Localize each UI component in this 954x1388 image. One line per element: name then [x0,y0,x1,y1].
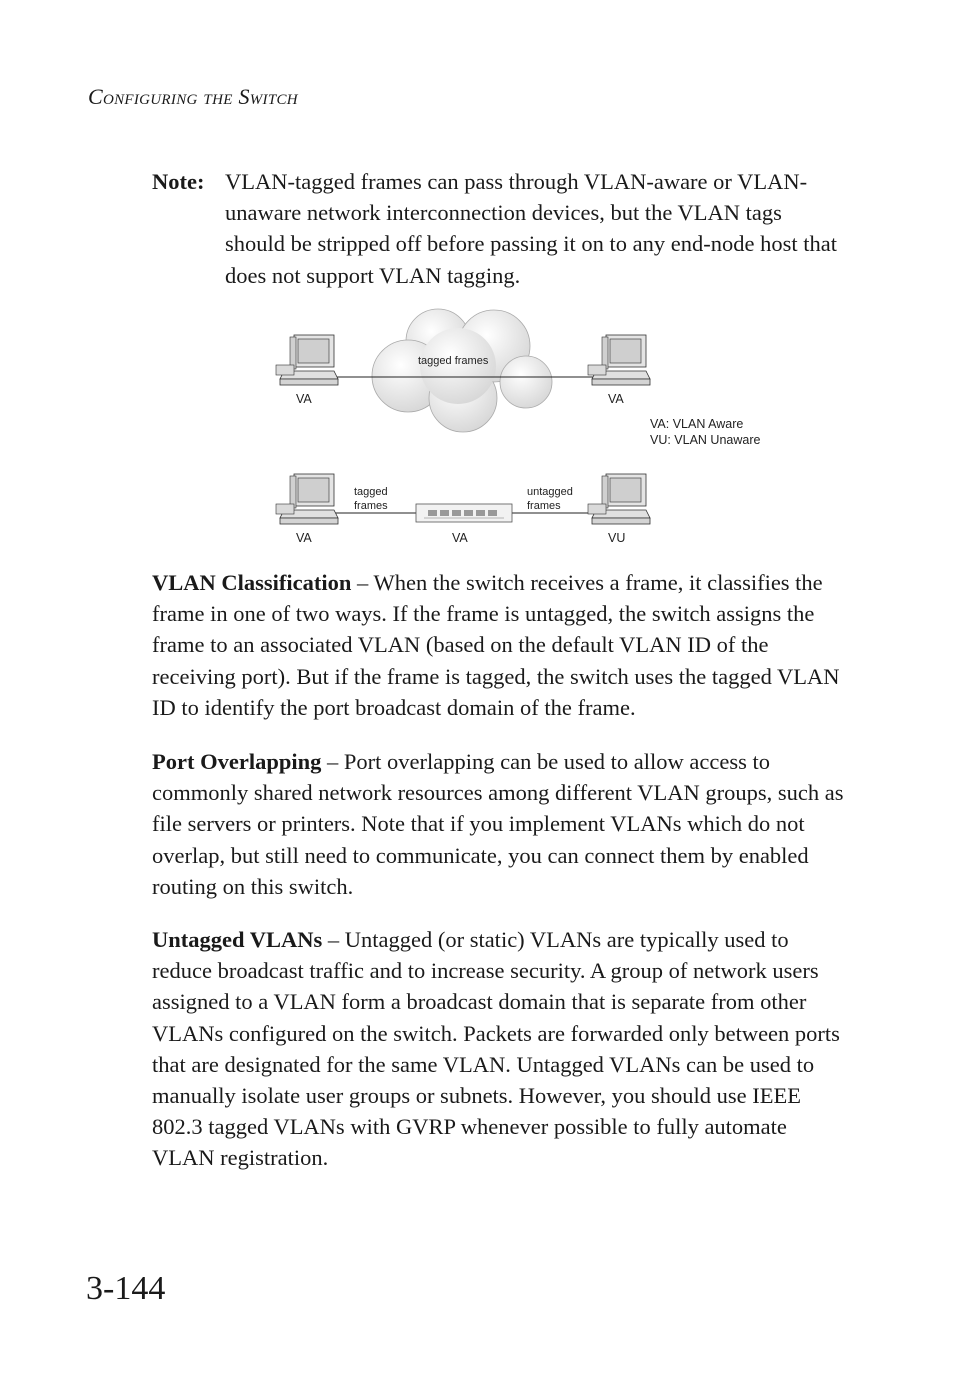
vlan-diagram [268,306,788,558]
port-overlapping-paragraph [152,746,847,902]
untagged-frames-label-1: untagged [527,486,573,498]
port-overlapping-text: – Port overlapping can be used to allow access to commonly shared network resources among different VLAN groups, such as file servers or printers. Note that if you implement VLANs which do not overlap, but still need to communicate, you can connect them by enabled routing on this switch. [152,749,844,899]
vlan-classification-term: VLAN Classification [152,570,352,595]
switch-icon [416,504,512,522]
legend-vu: VU: VLAN Unaware [650,433,761,447]
legend-va: VA: VLAN Aware [650,417,744,431]
top-right-label: VA [608,392,624,406]
pc-top-right-icon [588,335,650,385]
note-text: VLAN-tagged frames can pass through VLAN-aware or VLAN-unaware network interconnection devices, but the VLAN tags should be stripped off before passing it on to any end-node host that does not support VLAN tagging. [225,169,837,288]
untagged-vlans-paragraph [152,924,847,1174]
untagged-vlans-term: Untagged VLANs [152,927,323,952]
port-overlapping-term: Port Overlapping [152,749,322,774]
cloud-label: tagged frames [418,355,489,367]
tagged-frames-label-2: frames [354,500,388,512]
vlan-figure [268,306,788,558]
running-header: Configuring the Switch [88,84,298,109]
untagged-frames-label-2: frames [527,500,561,512]
bottom-right-label: VU [608,531,626,545]
vlan-classification-text: – When the switch receives a frame, it classifies the frame in one of two ways. If the frame is untagged, the switch assigns the frame to an associated VLAN (based on the default VLAN ID of the receiving port). But if the frame is tagged, the switch uses the tagged VLAN ID to identify the port broadcast domain of the frame. [152,570,840,720]
untagged-vlans-text: – Untagged (or static) VLANs are typically used to reduce broadcast traffic and to increase security. A group of network users assigned to a VLAN form a broadcast domain that is separate from other VLANs configured on the switch. Packets are forwarded only between ports that are designated for the same VLAN. Untagged VLANs can be used to manually isolate user groups or subnets. However, you should use IEEE 802.3 tagged VLANs with GVRP whenever possible to fully automate VLAN registration. [152,927,840,1171]
top-left-label: VA [296,392,312,406]
switch-label: VA [452,531,468,545]
pc-top-left-icon [276,335,338,385]
bottom-left-label: VA [296,531,312,545]
vlan-classification-paragraph [152,567,847,723]
note-label: Note: [152,169,205,194]
pc-bottom-left-icon [276,474,338,524]
pc-bottom-right-icon [588,474,650,524]
tagged-frames-label-1: tagged [354,486,388,498]
page-number: 3-144 [86,1270,166,1307]
network-cloud [372,309,552,432]
